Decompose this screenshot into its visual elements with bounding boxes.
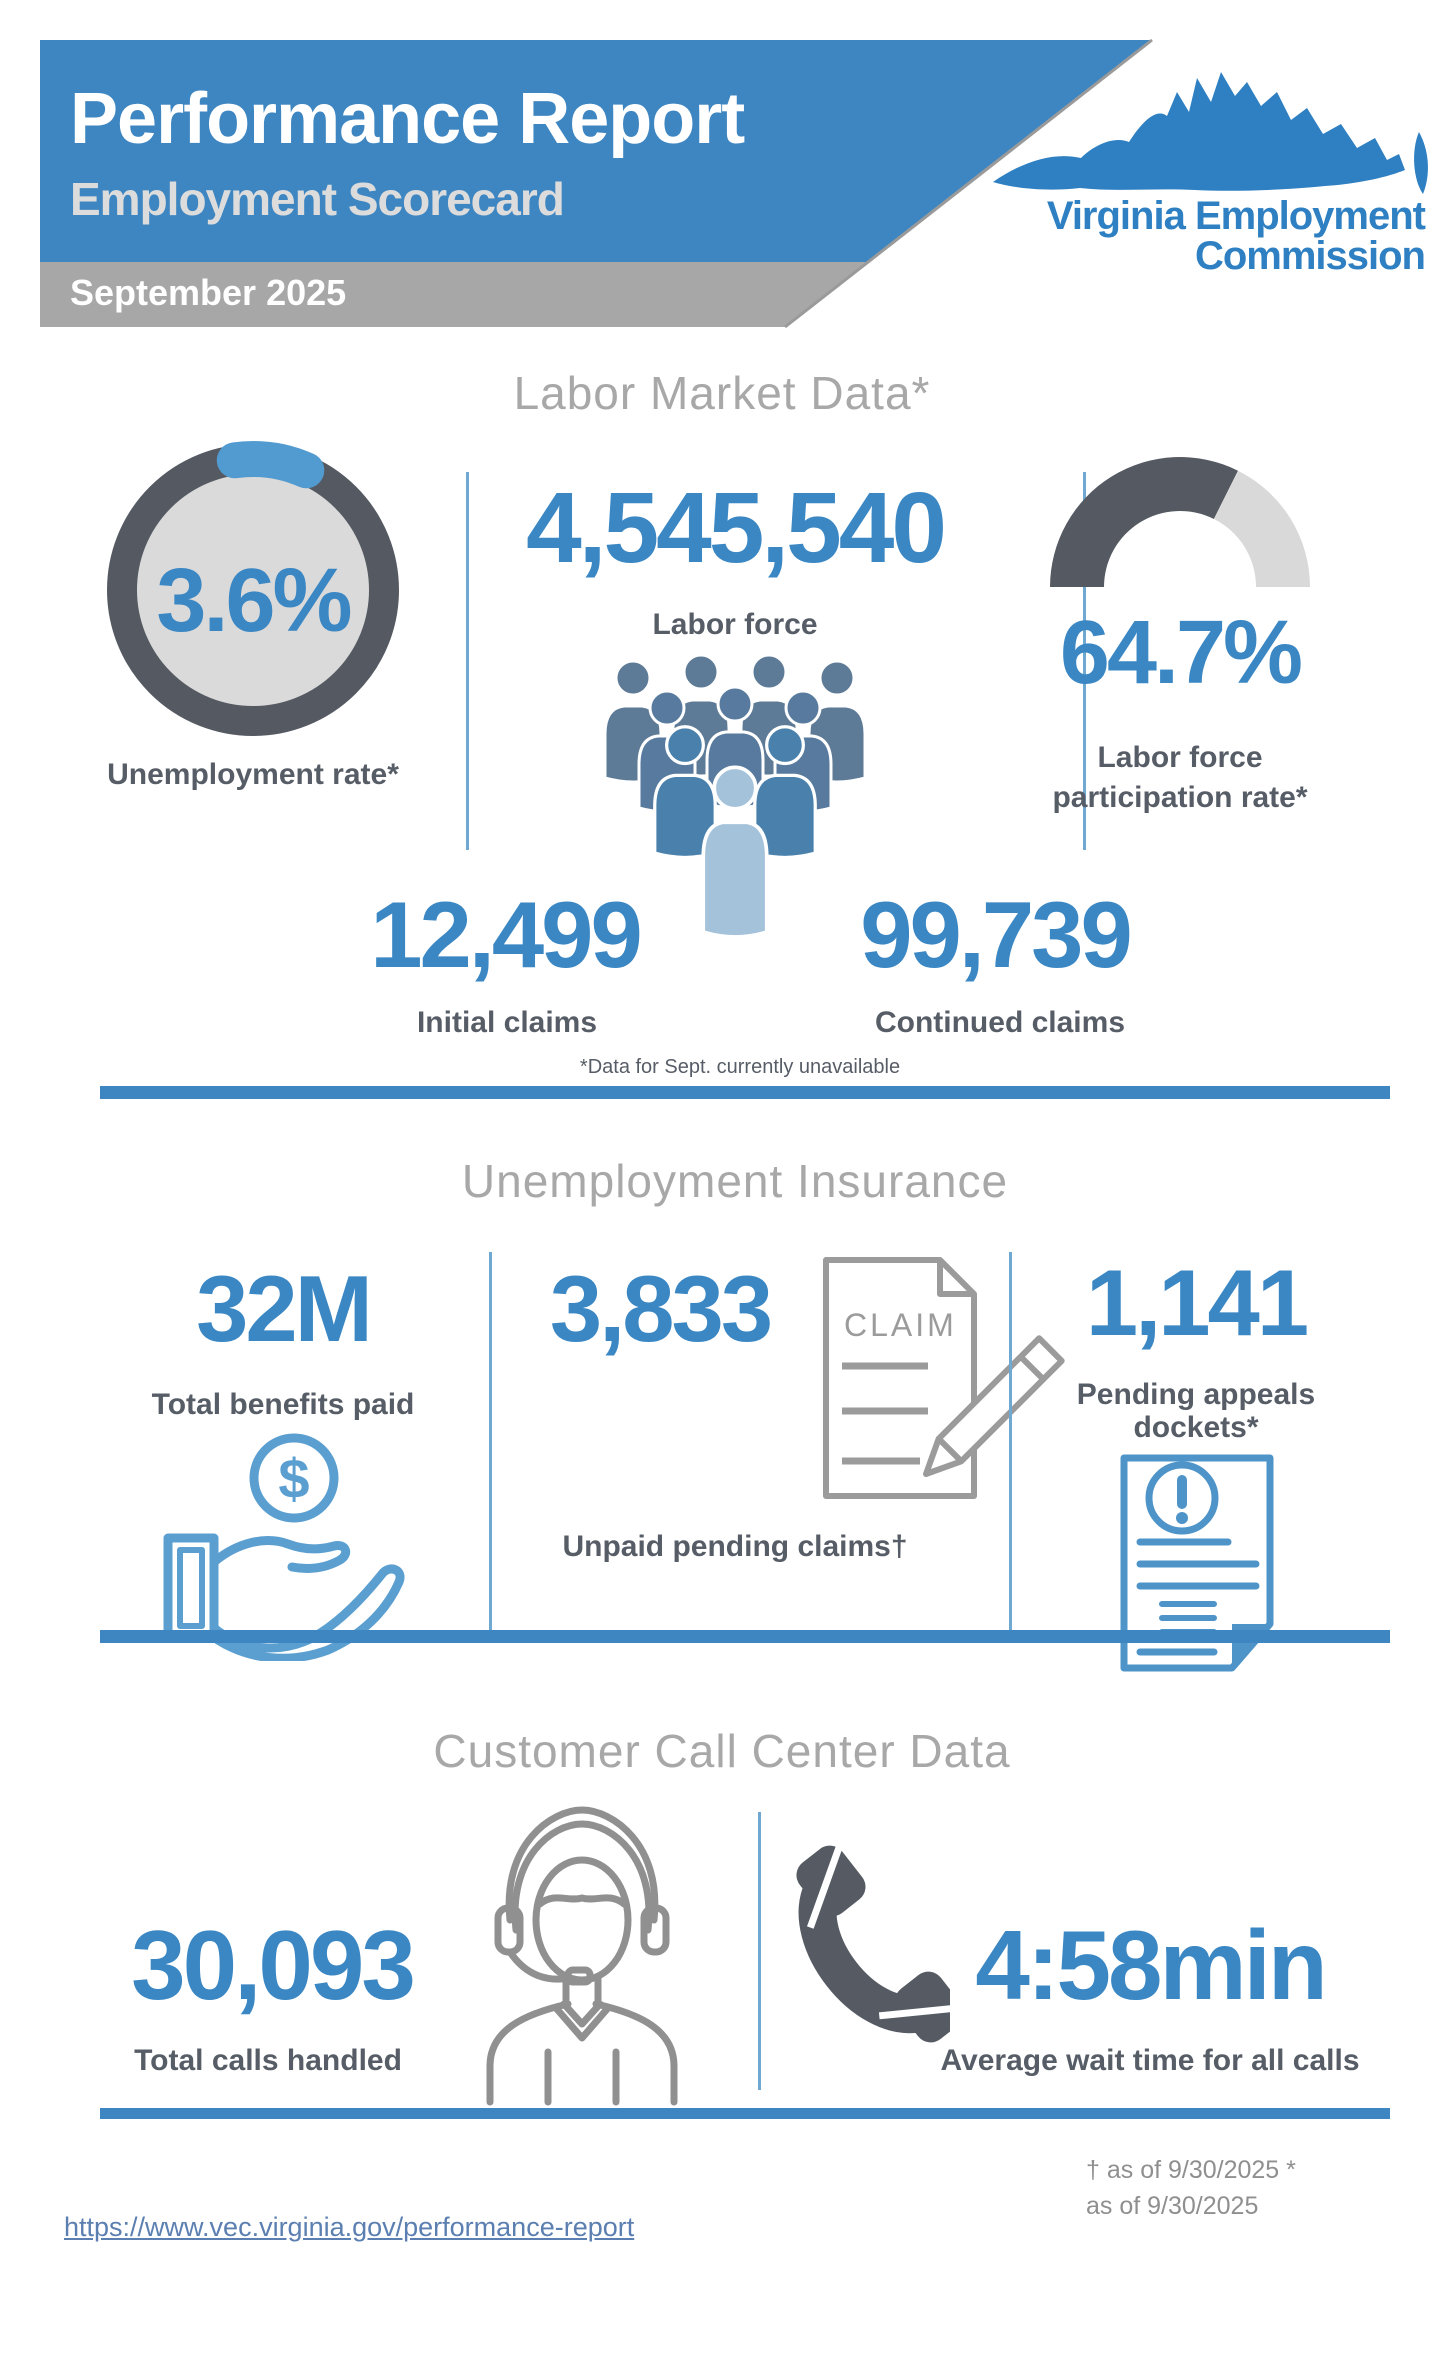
- vertical-divider: [758, 1812, 761, 2090]
- footnote-asterisk: as of 9/30/2025: [1086, 2192, 1259, 2220]
- continued-claims-value: 99,739: [860, 882, 1130, 987]
- appeals-dockets-value: 1,141: [1085, 1250, 1307, 1355]
- footer-footnotes: [1086, 2152, 1296, 2224]
- semicircle-gauge-icon: [1030, 437, 1330, 592]
- virginia-state-icon: [985, 70, 1435, 210]
- participation-label-line2: participation rate*: [1052, 781, 1308, 814]
- appeals-docket-icon: [1110, 1446, 1285, 1681]
- initial-claims-value: 12,499: [370, 882, 640, 987]
- report-date: September 2025: [70, 272, 347, 313]
- page-title: Performance Report: [70, 79, 745, 159]
- wait-time-label: Average wait time for all calls: [940, 2044, 1360, 2077]
- section-title-unemployment-insurance: Unemployment Insurance: [461, 1155, 1009, 1207]
- pending-claims-label: Unpaid pending claims†: [562, 1530, 908, 1563]
- participation-rate-label: [980, 738, 1380, 818]
- section-title-labor-market: Labor Market Data*: [513, 367, 931, 419]
- page-subtitle: Employment Scorecard: [70, 173, 564, 225]
- unemployment-rate-label: Unemployment rate*: [107, 758, 399, 791]
- logo-text-line1: Virginia Employment: [1046, 194, 1425, 238]
- labor-force-value: 4,545,540: [526, 472, 944, 584]
- unemployment-rate-value: 3.6%: [156, 551, 350, 651]
- footnote-dagger: † as of 9/30/2025 *: [1086, 2156, 1296, 2184]
- total-calls-value: 30,093: [131, 1910, 413, 2020]
- benefits-paid-value: 32M: [196, 1256, 370, 1361]
- performance-report-link[interactable]: https://www.vec.virginia.gov/performance-report: [64, 2212, 635, 2242]
- continued-claims-label: Continued claims: [874, 1006, 1126, 1039]
- participation-label-line1: Labor force: [1097, 741, 1263, 774]
- appeals-label-line1: Pending appeals: [1076, 1378, 1316, 1411]
- labor-market-footnote: *Data for Sept. currently unavailable: [579, 1056, 901, 1078]
- appeals-dockets-label: [996, 1378, 1396, 1444]
- labor-force-label: Labor force: [652, 608, 818, 641]
- pending-claims-value: 3,833: [549, 1256, 771, 1361]
- call-agent-icon: [452, 1780, 712, 2110]
- phone-handset-icon: [790, 1834, 950, 2074]
- participation-rate-value: 64.7%: [1059, 603, 1301, 703]
- section-divider-bar: [100, 2108, 1390, 2119]
- section-divider-bar: [100, 1630, 1390, 1643]
- total-calls-label: Total calls handled: [134, 2044, 402, 2077]
- section-divider-bar: [100, 1086, 1390, 1099]
- wait-time-value: 4:58min: [975, 1910, 1325, 2020]
- svg-text:$: $: [278, 1447, 310, 1510]
- logo-text-line2: Commission: [1194, 234, 1425, 278]
- benefits-paid-label: Total benefits paid: [151, 1388, 415, 1421]
- appeals-label-line2: dockets*: [1133, 1411, 1259, 1444]
- claim-icon-text: CLAIM: [844, 1307, 957, 1343]
- section-title-call-center: Customer Call Center Data: [433, 1725, 1011, 1777]
- dollar-hand-icon: [162, 1426, 412, 1661]
- initial-claims-label: Initial claims: [416, 1006, 598, 1039]
